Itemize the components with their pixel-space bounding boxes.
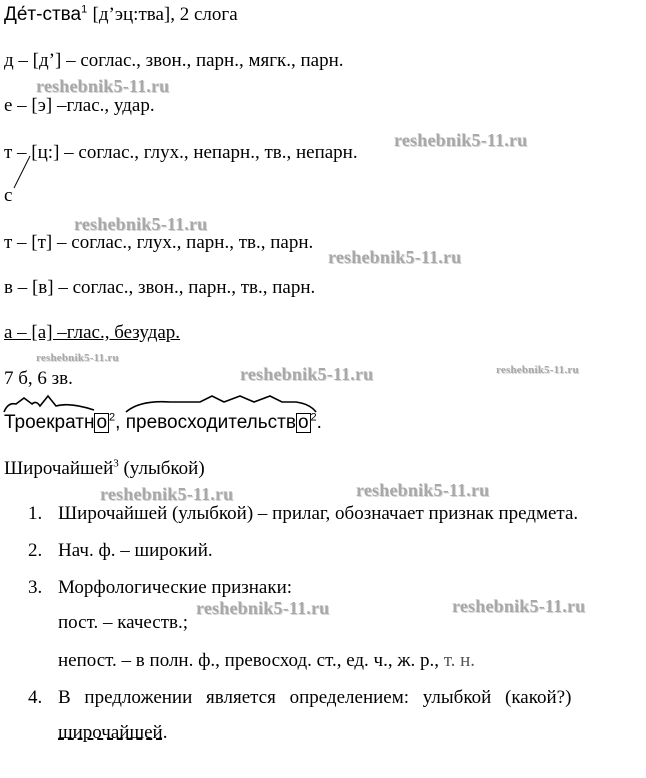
footnote-marker-2a: 2 (109, 411, 116, 424)
section-heading (4, 458, 205, 480)
list-number-3: 3. (28, 577, 43, 598)
list-item-1: Широчайшей (улыбкой) – прилаг, обозначает признак предмета. (58, 503, 579, 524)
watermark: reshebnik5-11.ru (36, 76, 170, 96)
list-number-2: 2. (28, 540, 43, 561)
nonconstant-features (58, 650, 475, 672)
footnote-marker-2b: 2 (310, 411, 317, 424)
phonetic-line-v: в – [в] – соглас., звон., парн., тв., парн. (4, 277, 316, 298)
transcription: [д’эц:тва], 2 слога (92, 4, 238, 25)
phonetic-line-t: т – [ц:] – соглас., глух., непарн., тв., непарн. (4, 142, 358, 163)
stressed-word: Де́т-ства (4, 4, 82, 25)
list-item-2: Нач. ф. – широкий. (58, 540, 213, 561)
period: . (316, 412, 322, 433)
morpheme-words (4, 412, 322, 434)
morpheme-word-1: Троекратн (4, 412, 95, 433)
highlighted-word: широчайшей (58, 722, 163, 743)
merge-slash-icon (0, 0, 60, 210)
constant-features: пост. – качеств.; (58, 612, 189, 633)
list-item-3: Морфологические признаки: (58, 577, 293, 598)
watermark: reshebnik5-11.ru (74, 214, 208, 234)
watermark: reshebnik5-11.ru (356, 480, 490, 500)
watermark: reshebnik5-11.ru (452, 596, 586, 616)
watermark: reshebnik5-11.ru (328, 247, 462, 267)
footnote-marker-3: 3 (113, 457, 119, 470)
last-line (58, 722, 167, 744)
watermark: reshebnik5-11.ru (100, 484, 234, 504)
watermark: reshebnik5-11.ru (196, 598, 330, 618)
sound-summary: 7 б, 6 зв. (4, 368, 73, 389)
section-rest: (улыбкой) (118, 458, 205, 479)
footnote-marker: 1 (81, 3, 88, 16)
watermark: reshebnik5-11.ru (36, 352, 119, 364)
list-number-4: 4. (28, 687, 43, 708)
separator: , (115, 412, 126, 433)
list-item-4: В предложении является определением: улыбкой (какой?) (58, 687, 572, 708)
watermark: reshebnik5-11.ru (240, 364, 374, 384)
phonetic-line-s: с (4, 185, 13, 206)
phonetic-line-d: д – [д’] – соглас., звон., парн., мягк., парн. (4, 50, 344, 71)
phonetic-line-e: е – [э] –глас., удар. (4, 95, 155, 116)
ending-box-2: о (297, 412, 309, 433)
morpheme-word-2: превосходительств (125, 412, 296, 433)
watermark: reshebnik5-11.ru (394, 130, 528, 150)
nonconstant-main: непост. – в полн. ф., превосход. ст., ед. ч., ж. р., (58, 650, 439, 671)
phonetic-line-a: а – [а] –глас., безудар. (4, 322, 181, 343)
section-word: Широчайшей (4, 458, 114, 479)
last-period: . (162, 722, 168, 743)
list-number-1: 1. (28, 503, 43, 524)
nonconstant-tail: т. н. (438, 650, 476, 671)
watermark: reshebnik5-11.ru (496, 364, 579, 376)
ending-box-1: о (96, 412, 108, 433)
phonetic-line-t2: т – [т] – соглас., глух., парн., тв., парн. (4, 232, 314, 253)
